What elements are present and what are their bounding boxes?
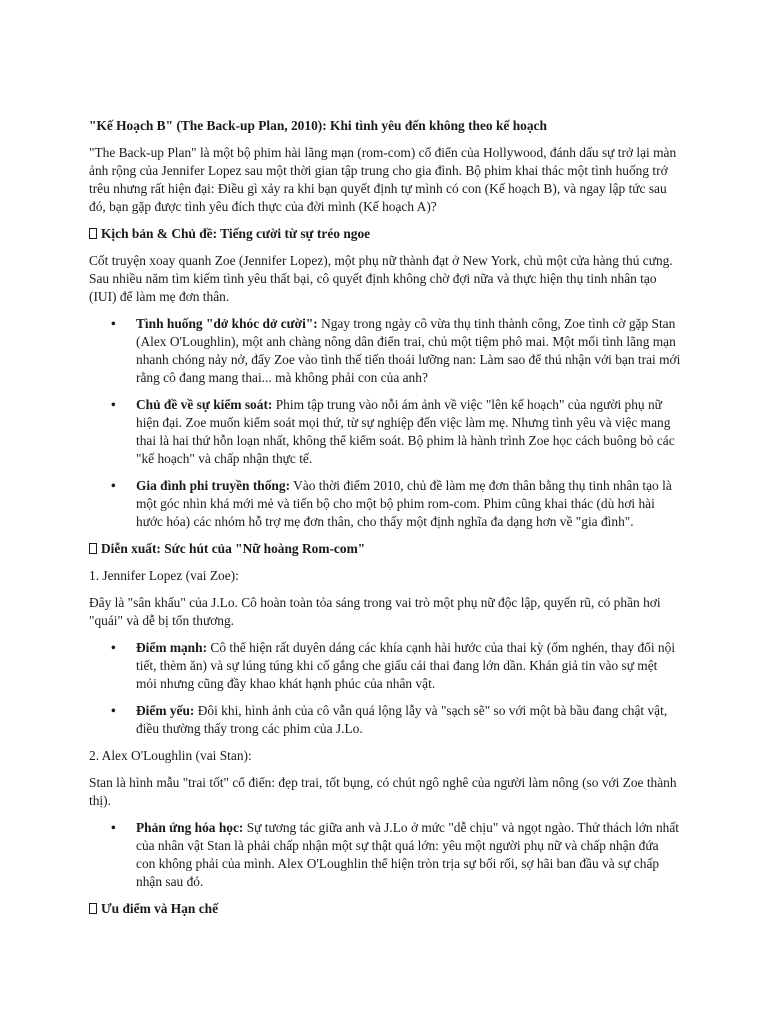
actor-subheading-lopez: 1. Jennifer Lopez (vai Zoe): <box>89 568 239 583</box>
bullet-label: Gia đình phi truyền thống: <box>136 478 291 493</box>
oloughlin-bullet-list <box>89 819 681 891</box>
bullet-label: Tình huống "dở khóc dở cười": <box>136 316 318 331</box>
list-item <box>136 819 681 891</box>
lopez-bullet-list <box>89 639 681 738</box>
actor-subheading-oloughlin: 2. Alex O'Loughlin (vai Stan): <box>89 748 252 763</box>
document-page <box>89 117 681 927</box>
bullet-label: Chủ đề về sự kiểm soát: <box>136 397 273 412</box>
bullet-label: Điểm mạnh: <box>136 640 208 655</box>
list-item <box>136 639 681 693</box>
list-item <box>136 396 681 468</box>
bullet-text: Sự tương tác giữa anh và J.Lo ở mức "dễ chịu" và ngọt ngào. Thử thách lớn nhất của nhân vật Stan là phải chấp nhận một sự thật quá lớn: yêu một người phụ nữ và chấp nhận đứa con không phải của mình. Alex O'Loughlin thể hiện tròn trịa sự bối rối, sợ hãi ban đầu và sự chấp nhận sau đó. <box>136 820 680 889</box>
section-heading-text: Kịch bản & Chủ đề: Tiếng cười từ sự tréo ngoe <box>101 226 371 241</box>
bullet-label: Điểm yếu: <box>136 703 195 718</box>
list-item <box>136 315 681 387</box>
section-heading-acting <box>89 540 681 558</box>
article-title: "Kế Hoạch B" (The Back-up Plan, 2010): Khi tình yêu đến không theo kế hoạch <box>89 118 547 133</box>
plot-paragraph: Cốt truyện xoay quanh Zoe (Jennifer Lopez), một phụ nữ thành đạt ở New York, chủ một cửa hàng thú cưng. Sau nhiều năm tìm kiếm tình yêu thất bại, cô quyết định không chờ đợi nữa và thực hiện thụ tinh nhân tạo (IUI) để làm mẹ đơn thân. <box>89 253 673 304</box>
bullet-text: Phim tập trung vào nỗi ám ảnh về việc "lên kế hoạch" của người phụ nữ hiện đại. Zoe muốn kiểm soát mọi thứ, từ sự nghiệp đến việc làm mẹ. Nhưng tình yêu và việc mang thai là hai thứ hỗn loạn nhất, không thể kiểm soát. Bộ phim là hành trình Zoe học cách buông bỏ các "kế hoạch" và chấp nhận thực tế. <box>136 397 675 466</box>
bullet-label: Phản ứng hóa học: <box>136 820 244 835</box>
actor-paragraph-oloughlin: Stan là hình mẫu "trai tốt" cổ điển: đẹp trai, tốt bụng, có chút ngô nghê của người làm nông (so với Zoe thành thị). <box>89 775 677 808</box>
section-heading-text: Diễn xuất: Sức hút của "Nữ hoàng Rom-com" <box>101 541 366 556</box>
actor-paragraph-lopez: Đây là "sân khấu" của J.Lo. Cô hoàn toàn tỏa sáng trong vai trò một phụ nữ độc lập, quyến rũ, có phần hơi "quái" và dễ bị tổn thương. <box>89 595 661 628</box>
section-heading-text: Ưu điểm và Hạn chế <box>101 901 219 916</box>
bullet-text: Ngay trong ngày cô vừa thụ tinh thành công, Zoe tình cờ gặp Stan (Alex O'Loughlin), một anh chàng nông dân điển trai, chủ một tiệm phô mai. Một mối tình lãng mạn nhanh chóng nảy nở, đẩy Zoe vào tình thế tiến thoái lưỡng nan: Làm sao để thú nhận với bạn trai mới rằng cô đang mang thai... mà không phải con của anh? <box>136 316 681 385</box>
section-heading-script-theme <box>89 225 681 243</box>
bullet-text: Đôi khi, hình ảnh của cô vẫn quá lộng lẫy và "sạch sẽ" so với một bà bầu đang chật vật, điều thường thấy trong các phim của J.Lo. <box>136 703 668 736</box>
theme-bullet-list <box>89 315 681 531</box>
section-heading-pros-cons <box>89 900 681 918</box>
intro-paragraph: "The Back-up Plan" là một bộ phim hài lãng mạn (rom-com) cổ điển của Hollywood, đánh dấu sự trở lại màn ảnh rộng của Jennifer Lopez sau một thời gian tập trung cho gia đình. Bộ phim khai thác một tình huống trớ trêu nhưng rất hiện đại: Điều gì xảy ra khi bạn quyết định tự mình có con (Kế hoạch B), và ngay lập tức sau đó, bạn gặp được tình yêu đích thực của đời mình (Kế hoạch A)? <box>89 145 677 214</box>
bullet-text: Cô thể hiện rất duyên dáng các khía cạnh hài hước của thai kỳ (ốm nghén, thay đổi nội tiết, thèm ăn) và sự lúng túng khi cố gắng che giấu cái thai đang lớn dần. Khán giả tin vào sự mệt mỏi nhưng cũng đầy khao khát hạnh phúc của nhân vật. <box>136 640 676 691</box>
bullet-text: Vào thời điểm 2010, chủ đề làm mẹ đơn thân bằng thụ tinh nhân tạo là một góc nhìn khá mới mẻ và tiến bộ cho một bộ phim rom-com. Phim cũng khai thác (dù hơi hài hước hóa) các nhóm hỗ trợ mẹ đơn thân, cho thấy một định nghĩa đa dạng hơn về "gia đình". <box>136 478 672 529</box>
missing-glyph-box-icon <box>89 543 97 554</box>
missing-glyph-box-icon <box>89 228 97 239</box>
list-item <box>136 702 681 738</box>
missing-glyph-box-icon <box>89 903 97 914</box>
list-item <box>136 477 681 531</box>
